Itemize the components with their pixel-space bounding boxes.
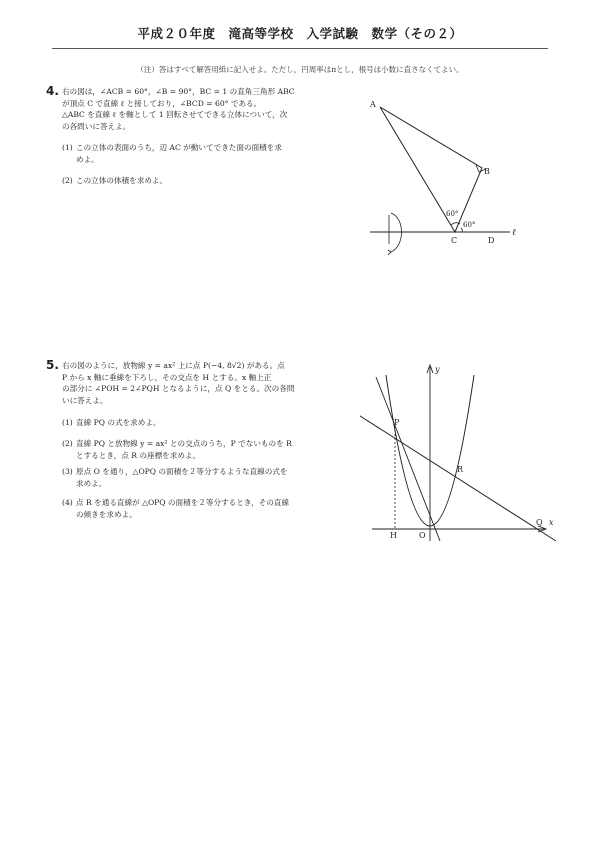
sub-number: (2) [62,176,73,185]
label-b: B [484,167,490,176]
sub-text: 原点 O を通り，△OPQ の面積を２等分するような直線の式を 求めよ。 [76,467,288,488]
title-divider [52,48,548,49]
question-5-sub-2 [62,438,326,461]
label-y: y [435,365,440,374]
sub-text: 直線 PQ の式を求めよ。 [76,418,161,427]
question-4-sub-1 [62,142,326,165]
rotation-arrowhead-icon [388,250,391,255]
sub-text: 直線 PQ と放物線 y = ax² との交点のうち，P でないものを R とするとき，点 R の座標を求めよ。 [76,439,292,460]
question-5-sub-3 [62,466,326,489]
question-4-sub-2 [62,175,326,187]
sub-number: (4) [62,498,73,507]
question-5-number: 5. [46,358,59,372]
label-x: x [549,518,554,527]
question-5-sub-1 [62,417,326,429]
triangle-rotation-figure [360,90,540,260]
label-c: C [451,236,458,245]
label-line-l: ℓ [512,228,516,238]
sub-text: この立体の体積を求めよ。 [76,176,168,185]
label-a: A [370,100,376,109]
line-pq [360,407,556,541]
label-p: P [394,418,400,427]
sub-number: (1) [62,143,73,152]
label-d: D [488,236,495,245]
question-4-number: 4. [46,84,59,98]
label-q: Q [536,518,543,527]
label-o: O [419,531,426,540]
angle-label-top: 60° [446,210,459,218]
question-5-text: 右の図のように，放物線 y = ax² 上に点 P(−4, 8√2) がある。点 P から x 軸に垂線を下ろし，その交点を H とする。x 軸上正 の部分に ∠POH = 2∠PQH となるように，点 Q をとる。次の各問 いに答えよ。 [62,361,295,405]
label-r: R [457,465,464,474]
page-title: 平成２０年度 滝高等学校 入学試験 数学（その２） [137,26,463,41]
sub-text: 点 R を通る直線が △OPQ の面積を２等分するとき，その直線 の傾きを求めよ。 [76,498,290,519]
parabola-figure [360,355,570,555]
sub-number: (2) [62,439,73,448]
sub-text: この立体の表面のうち，辺 AC が動いてできた面の面積を求 めよ。 [76,143,282,164]
triangle-abc [380,107,482,232]
sub-number: (3) [62,467,73,476]
label-h: H [390,531,397,540]
instructions-note: （注）答はすべて解答用紙に記入せよ。ただし，円周率はπとし，根号は小数に直さなくてよい。 [136,65,464,74]
angle-label-right: 60° [463,221,476,229]
question-4-text: 右の図は，∠ACB = 60°，∠B = 90°，BC = 1 の直角三角形 ABC が頂点 C で直線 ℓ と接しており，∠BCD = 60° である。 △ABC を直線 ℓ を軸として 1 回転させてできる立体について，次 の各問いに答えよ。 [62,87,295,131]
question-5-sub-4 [62,497,326,520]
sub-number: (1) [62,418,73,427]
